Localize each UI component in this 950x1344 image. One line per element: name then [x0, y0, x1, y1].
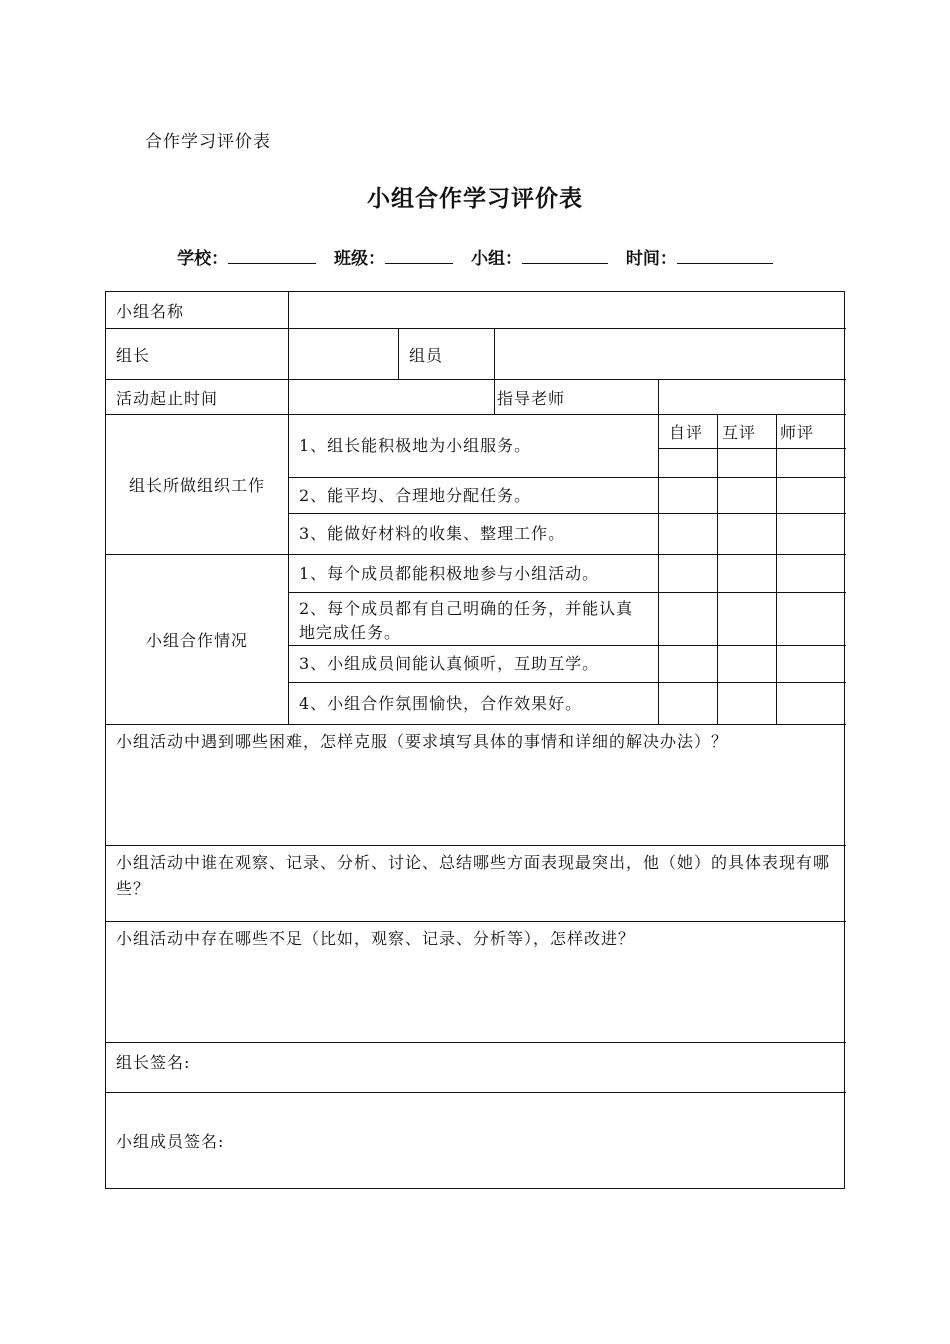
- advisor-label: 指导老师: [497, 388, 566, 408]
- school-field[interactable]: [177, 249, 316, 269]
- criterion-item: 1、每个成员都能积极地参与小组活动。: [299, 563, 600, 583]
- group-label: 小组：: [470, 249, 522, 269]
- advisor-value[interactable]: [659, 380, 846, 414]
- criterion-item: 1、组长能积极地为小组服务。: [299, 436, 532, 455]
- question-difficulties[interactable]: 小组活动中遇到哪些困难，怎样克服（要求填写具体的事情和详细的解决办法）？: [116, 732, 729, 751]
- criterion-item: 3、小组成员间能认真倾听，互助互学。: [299, 654, 600, 673]
- leader-label: 组长: [116, 345, 151, 365]
- criterion-item: 4、小组合作氛围愉快，合作效果好。: [299, 693, 583, 713]
- col-divider: [776, 414, 777, 724]
- class-field[interactable]: [334, 249, 453, 269]
- leader-value[interactable]: [289, 329, 398, 379]
- period-value[interactable]: [289, 380, 494, 414]
- criterion-item: 2、能平均、合理地分配任务。: [299, 485, 532, 505]
- group-name-label: 小组名称: [116, 301, 185, 321]
- school-label: 学校：: [177, 249, 229, 269]
- document-header: 合作学习评价表: [145, 132, 271, 152]
- time-blank[interactable]: [677, 245, 773, 264]
- school-blank[interactable]: [228, 245, 316, 264]
- leader-signature[interactable]: 组长签名:: [116, 1053, 191, 1072]
- section-cooperation-label: 小组合作情况: [145, 631, 248, 650]
- section-leader-work-label: 组长所做组织工作: [128, 476, 265, 495]
- time-field[interactable]: [626, 249, 773, 269]
- group-blank[interactable]: [522, 245, 608, 264]
- period-label: 活动起止时间: [116, 388, 219, 408]
- group-field[interactable]: [471, 249, 608, 269]
- member-value[interactable]: [495, 329, 846, 379]
- peer-rating-header: 互评: [722, 423, 757, 442]
- class-label: 班级：: [334, 249, 386, 269]
- teacher-rating-header: 师评: [780, 423, 815, 442]
- info-line: [0, 244, 950, 269]
- form-title: 小组合作学习评价表: [367, 186, 583, 212]
- question-shortcomings[interactable]: 小组活动中存在哪些不足（比如，观察、记录、分析等），怎样改进？: [116, 929, 636, 948]
- question-best-performer[interactable]: 小组活动中谁在观察、记录、分析、讨论、总结哪些方面表现最突出，他（她）的具体表现有哪些？: [116, 853, 831, 898]
- col-divider: [717, 414, 718, 724]
- class-blank[interactable]: [385, 245, 453, 264]
- group-name-value[interactable]: [289, 292, 846, 328]
- evaluation-form: [105, 291, 845, 1189]
- criterion-item: 2、每个成员都有自己明确的任务，并能认真地完成任务。: [299, 599, 634, 642]
- row-divider: [658, 448, 846, 449]
- time-label: 时间：: [625, 249, 677, 269]
- self-rating-header: 自评: [669, 423, 704, 442]
- members-signature[interactable]: 小组成员签名:: [116, 1132, 225, 1151]
- member-label: 组员: [409, 345, 444, 365]
- criterion-item: 3、能做好材料的收集、整理工作。: [299, 524, 566, 543]
